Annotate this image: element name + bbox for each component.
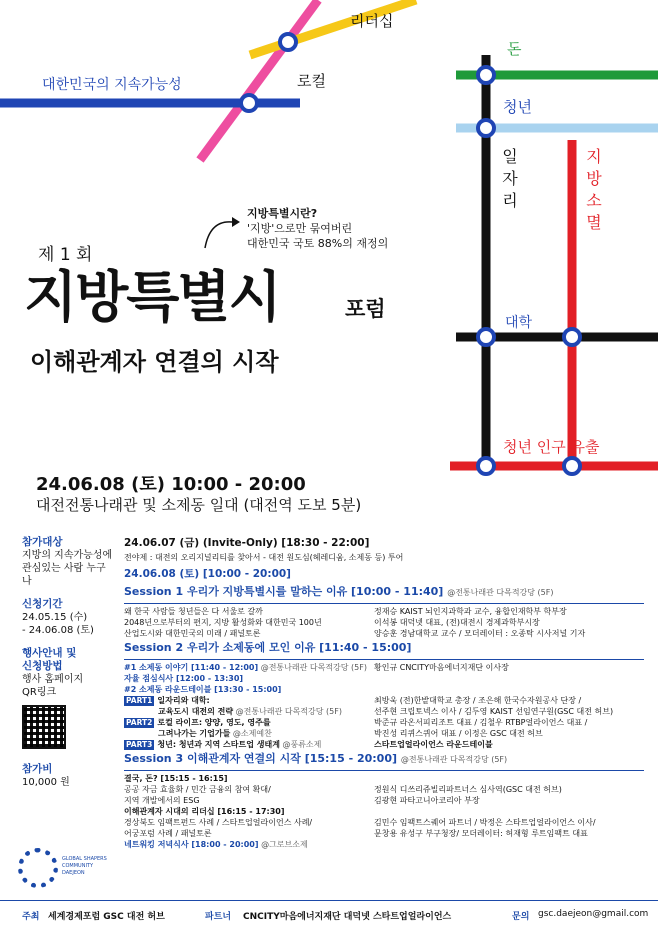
partner: CNCITY마음에너지재단 대덕넷 스타트업얼라이언스 [243, 912, 452, 922]
dinner-venue: @그로브소제 [261, 840, 308, 849]
s3-2-row-a [124, 817, 644, 828]
hero-question [247, 206, 388, 251]
station-money [478, 67, 494, 83]
gsc-logo-icon [18, 848, 58, 888]
label-leadership: 리더십 [350, 12, 394, 30]
s2-item-1-speaker: 황인규 CNCITY마음에너지재단 이사장 [374, 663, 509, 672]
dinner: 네트워킹 저녁식사 [18:00 - 20:00] [124, 840, 259, 849]
lunch-row [124, 673, 644, 684]
s3-2-speaker-a: 김민수 임팩트스퀘어 파트너 / 박정은 스타트업얼라이언스 이사/ [374, 818, 596, 827]
part2-line2: 그려나가는 기업가들 [158, 729, 231, 738]
part1-line2: 교육도시 대전의 전략 [158, 707, 234, 716]
s2-row-1 [124, 662, 644, 673]
label-extinction: 지방소멸 [586, 147, 602, 232]
edition: 제 1 회 [38, 245, 93, 265]
part1-speakers-2: 선주현 크립토넥스 이사 / 김두영 KAIST 선임연구원(GSC 대전 허브) [374, 707, 614, 716]
station-university-2 [564, 329, 580, 345]
part1-row-1 [124, 695, 644, 706]
part2-tag: PART2 [126, 718, 153, 727]
s3-2-row [124, 806, 644, 817]
station-leadership [280, 34, 296, 50]
question-line-1: 지방특별시란? [247, 207, 318, 220]
s1-talk-2: 2048년으로부터의 편지, 지방 활성화와 대한민국 100년 [124, 618, 322, 627]
contact-key: 문의 [512, 912, 530, 922]
part3-row [124, 739, 644, 750]
s3-1-item-a: 공공 자금 효율화 / 민간 금융의 참여 확대/ [124, 785, 271, 794]
curved-arrow-icon [205, 222, 232, 248]
s3-1-speaker-a: 정원식 디쓰리쥬빌리파트너스 심사역(GSC 대전 허브) [374, 785, 562, 794]
part3-speakers: 스타트업얼라이언스 라운드테이블 [374, 740, 493, 749]
qr-code[interactable] [22, 705, 66, 749]
station-university-1 [478, 329, 494, 345]
s2-row-2 [124, 684, 644, 695]
question-line-3: 대한민국 국토 88%의 재정의 [247, 237, 389, 250]
s3-2-item-b: 어궁포럼 사례 / 패널토론 [124, 829, 212, 838]
s2-item-2: #2 소제동 라운드테이블 [13:30 - 15:00] [124, 685, 282, 694]
part1-row-2 [124, 706, 644, 717]
session1-heading [124, 583, 644, 604]
part1-venue: @전통나래관 다목적강당 (5F) [235, 707, 342, 716]
session1-title: Session 1 우리가 지방특별시를 말하는 이유 [10:00 - 11:40] [124, 585, 444, 598]
part1-title: 일자리와 대학: [157, 696, 210, 705]
fee-text: 10,000 원 [22, 777, 70, 788]
dinner-row [124, 839, 644, 850]
guide-head-1: 행사안내 및 [22, 647, 77, 659]
question-line-2: '지방'으로만 묶여버린 [247, 222, 353, 235]
session2-title: Session 2 우리가 소제동에 모인 이유 [11:40 - 15:00] [124, 641, 412, 654]
s3-item-1: 결국, 돈? [15:15 - 16:15] [124, 774, 228, 783]
label-outflow: 청년 인구 유출 [503, 438, 600, 456]
session1-venue: @전통나래관 다목적강당 (5F) [447, 588, 554, 597]
part3-venue: @풍류소제 [282, 740, 322, 749]
s1-row-2 [124, 617, 644, 628]
session3-title: Session 3 이해관계자 연결의 시작 [15:15 - 20:00] [124, 752, 398, 765]
s1-row-1 [124, 606, 644, 617]
part2-title: 로컬 라이프: 양양, 영도, 영주를 [157, 718, 271, 727]
part3-title: 청년: 청년과 지역 스타트업 생태계 [157, 740, 280, 749]
footer [0, 900, 658, 931]
guide-text-1: 행사 홈페이지 [22, 674, 84, 685]
station-youth [478, 120, 494, 136]
target-text-1: 지방의 지속가능성에 [22, 550, 113, 561]
s1-speaker-1: 정재승 KAIST 뇌인지과학과 교수, 융합인재학부 학부장 [374, 607, 567, 616]
label-local: 로컬 [297, 72, 326, 90]
guide-head-2: 신청방법 [22, 660, 63, 672]
station-outflow-1 [478, 458, 494, 474]
partner-key: 파트너 [205, 912, 232, 922]
session3-heading [124, 750, 644, 771]
s3-1-row-b [124, 795, 644, 806]
label-university: 대학 [505, 315, 533, 331]
target-text-2: 관심있는 사람 누구나 [22, 563, 106, 587]
s1-speaker-2: 이석봉 대덕넷 대표, (전)대전시 경제과학부시장 [374, 618, 540, 627]
part2-row-2 [124, 728, 644, 739]
s1-talk-1: 왜 한국 사람들 청년들은 다 서울로 갈까 [124, 607, 263, 616]
s3-item-2: 이해관계자 시대의 리더십 [16:15 - 17:30] [124, 807, 285, 816]
part2-speakers-1: 박준규 라온서피리조트 대표 / 김철우 RTBP얼라이언스 대표 / [374, 718, 588, 727]
logo-text: GLOBAL SHAPERS COMMUNITY DAEJEON [62, 856, 107, 876]
s2-item-1: #1 소제동 이야기 [11:40 - 12:00] [124, 663, 259, 672]
subtitle: 이해관계자 연결의 시작 [30, 348, 279, 376]
period-head: 신청기간 [22, 598, 63, 610]
s3-1-speaker-b: 김광현 파타고니아코리아 부장 [374, 796, 480, 805]
label-money: 돈 [507, 40, 522, 58]
s3-2-speaker-b: 문창용 유성구 부구청장/ 모더레이터: 허재형 루트임팩트 대표 [374, 829, 588, 838]
page-title: 지방특별시 [24, 265, 280, 329]
label-jobs: 일자리 [502, 147, 518, 210]
part2-speakers-2: 박진성 리퀴스퀴어 대표 / 이정은 GSC 대전 허브 [374, 729, 543, 738]
title-suffix: 포럼 [345, 297, 386, 321]
period-text-1: 24.05.15 (수) [22, 612, 88, 623]
label-sustainability: 대한민국의 지속가능성 [42, 77, 182, 93]
eve-row [124, 552, 644, 563]
day0-heading: 24.06.07 (금) (Invite-Only) [18:30 - 22:00] [124, 537, 370, 549]
guide-text-2: QR링크 [22, 687, 57, 698]
target-head: 참가대상 [22, 536, 63, 548]
session3-venue: @전통나래관 다목적강당 (5F) [400, 755, 508, 764]
s1-talk-3: 산업도시와 대한민국의 미래 / 패널토론 [124, 629, 261, 638]
station-local [241, 95, 257, 111]
s2-item-1-venue: @전통나래관 다목적강당 (5F) [260, 663, 367, 672]
s3-1-item-b: 지역 개발에서의 ESG [124, 796, 200, 805]
s3-2-row-b [124, 828, 644, 839]
info-sidebar [22, 536, 114, 789]
station-outflow-2 [564, 458, 580, 474]
s1-speaker-3: 양승훈 경남대학교 교수 / 모더레이터 : 오종탁 시사저널 기자 [374, 629, 586, 638]
part2-row-1 [124, 717, 644, 728]
schedule [124, 534, 644, 850]
host: 세계경제포럼 GSC 대전 허브 [48, 912, 165, 922]
fee-head: 참가비 [22, 763, 53, 775]
session2-heading [124, 639, 644, 660]
label-youth: 청년 [503, 98, 532, 116]
event-datetime: 24.06.08 (토) 10:00 - 20:00 [36, 474, 306, 495]
s3-2-item-a: 경상북도 임팩트펀드 사례 / 스타트업얼라이언스 사례/ [124, 818, 313, 827]
s3-1-row-a [124, 784, 644, 795]
day1-heading: 24.06.08 (토) [10:00 - 20:00] [124, 568, 291, 580]
event-venue: 대전전통나래관 및 소제동 일대 (대전역 도보 5분) [36, 496, 362, 514]
lunch: 자율 점심식사 [12:00 - 13:30] [124, 674, 244, 683]
period-text-2: - 24.06.08 (토) [22, 625, 94, 636]
eve-text: 전야제 : 대전의 오리지널리티를 찾아서 - 대전 원도심(헤레디움, 소제동 등) 투어 [124, 553, 404, 562]
s3-1-row [124, 773, 644, 784]
host-key: 주최 [22, 912, 40, 922]
part1-speakers-1: 최방욱 (전)한밭대학교 총장 / 조은해 한국수자원공사 단장 / [374, 696, 582, 705]
part3-tag: PART3 [126, 740, 153, 749]
part1-tag: PART1 [126, 696, 153, 705]
part2-venue: @소제예찬 [232, 729, 272, 738]
contact-email[interactable]: gsc.daejeon@gmail.com [538, 909, 649, 919]
s1-row-3 [124, 628, 644, 639]
